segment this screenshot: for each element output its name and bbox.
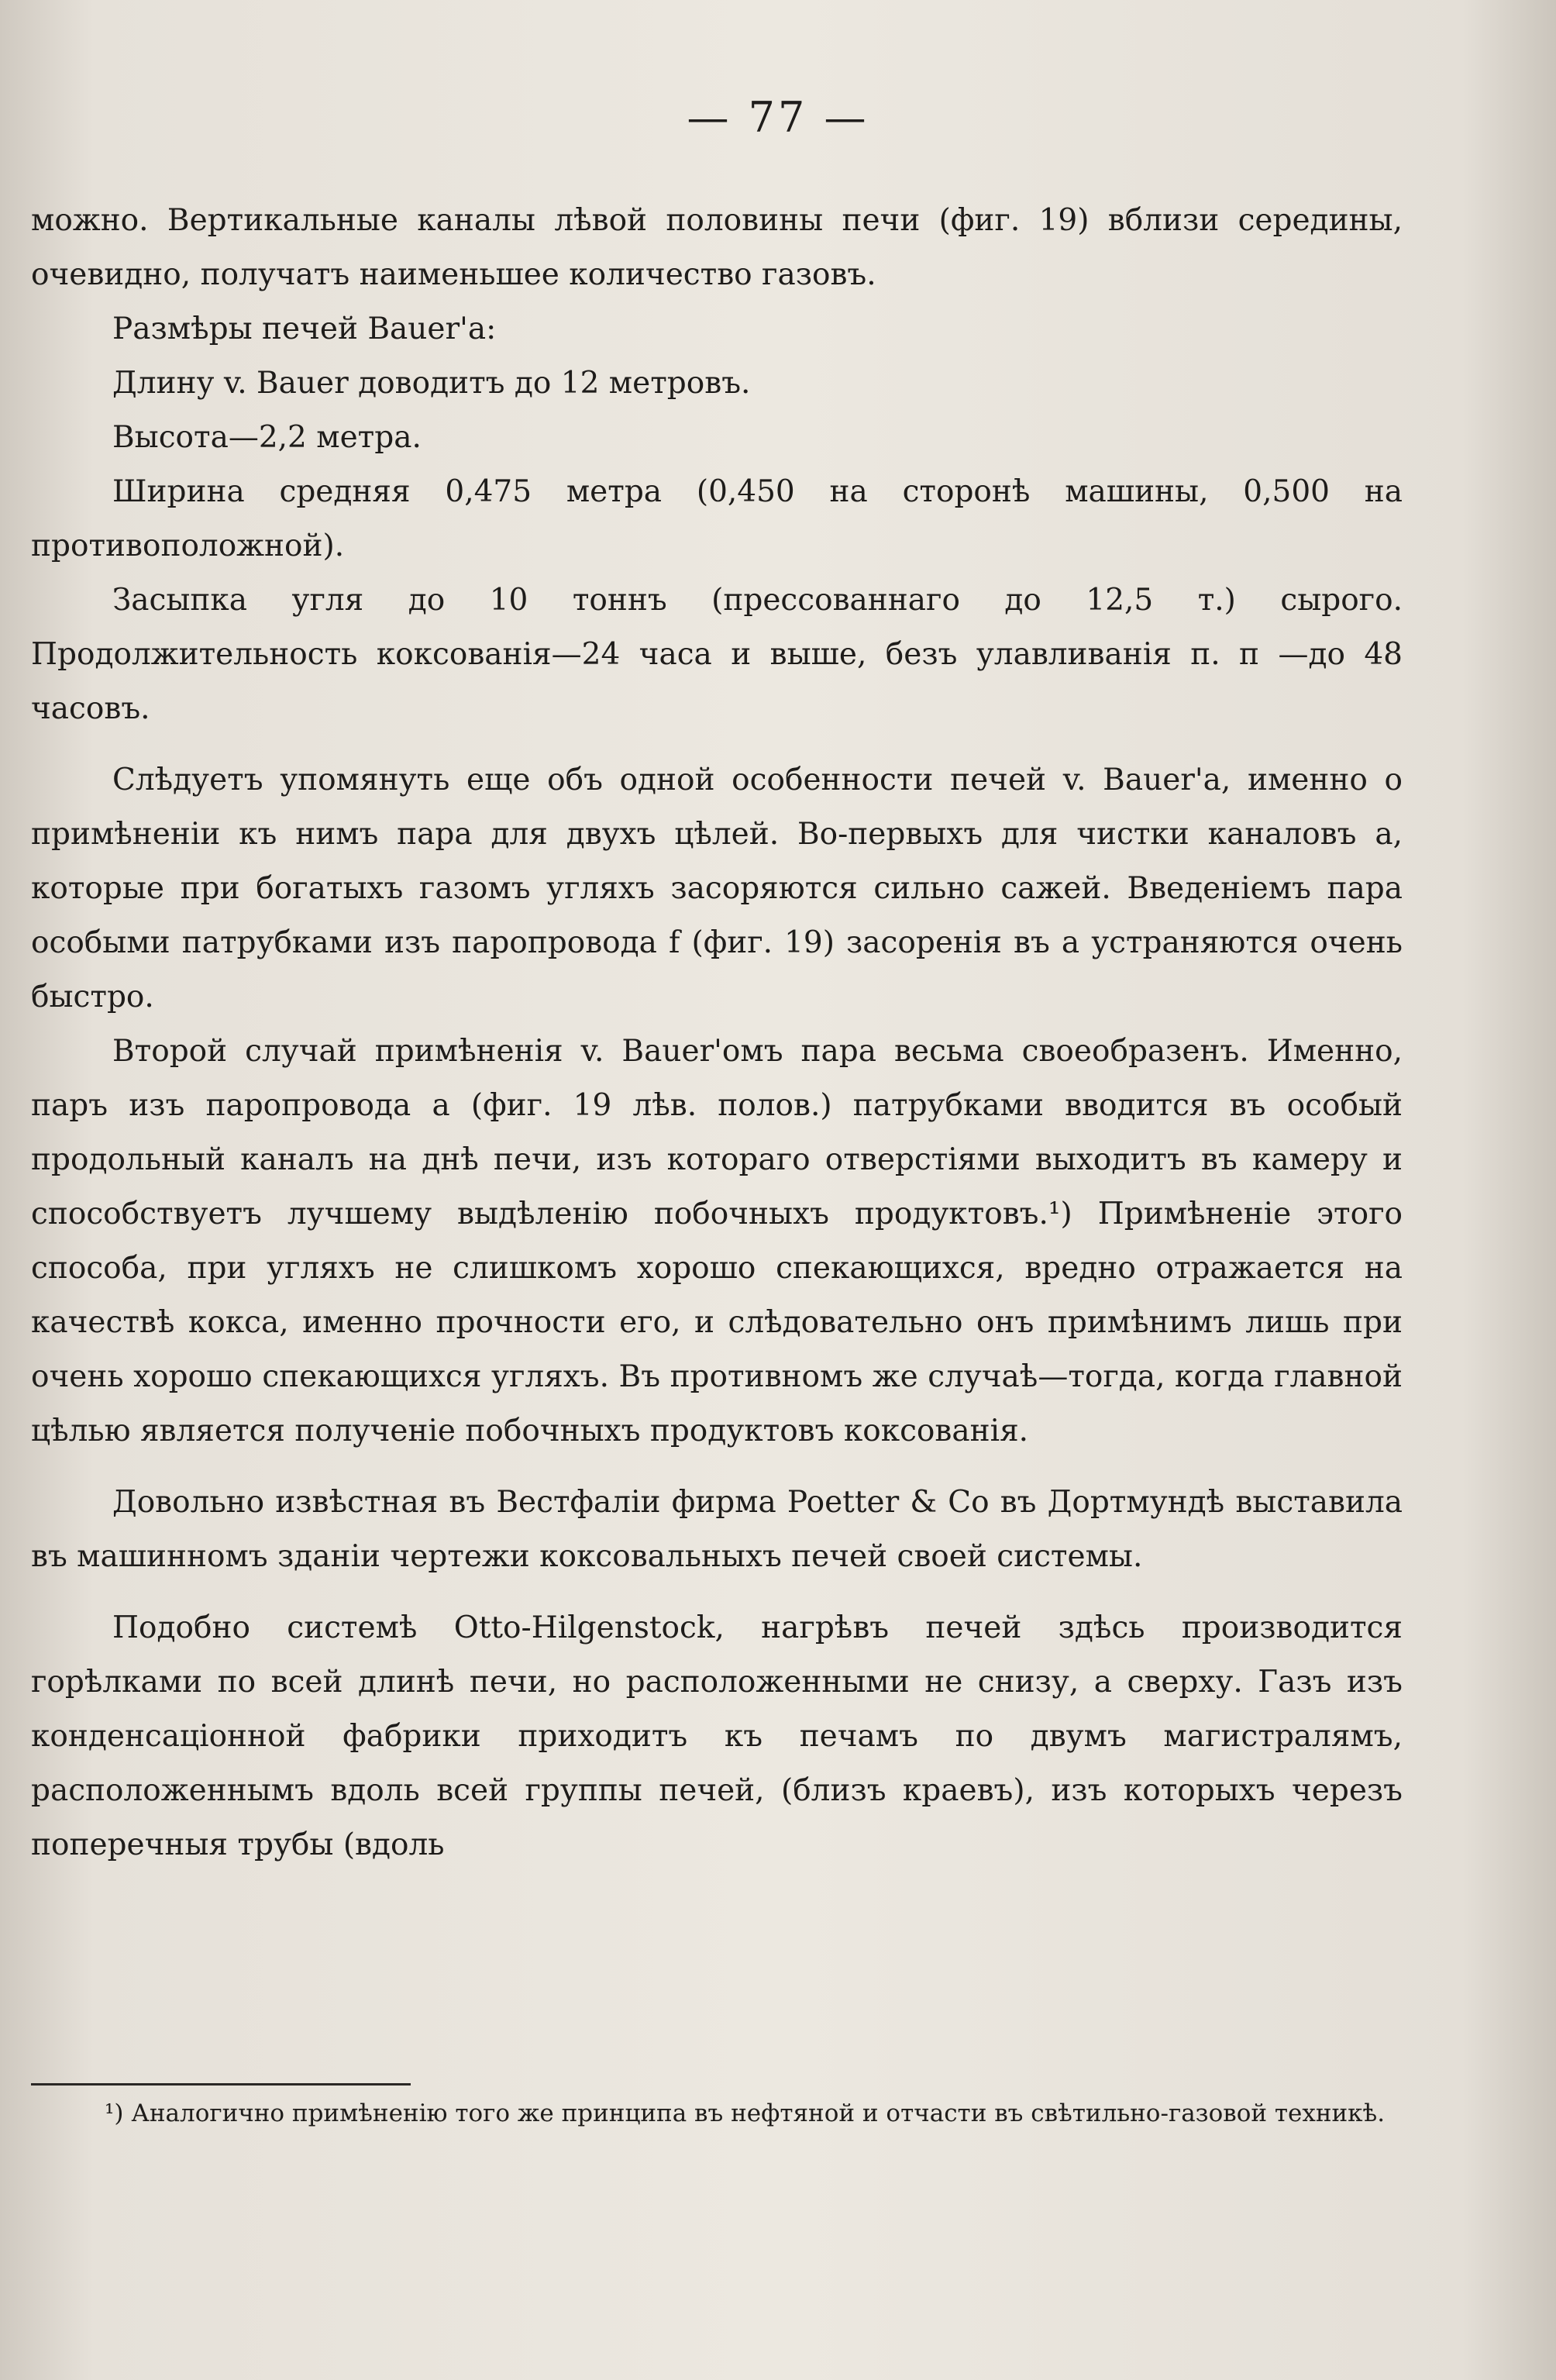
- paragraph-height: Высота—2,2 метра.: [112, 420, 422, 455]
- paragraph-otto-hilgenstock: Подобно системѣ Otto-Hilgenstock, нагрѣвъ печей здѣсь производится горѣлками по всей длинѣ печи, но расположенными не снизу, а сверху. Газъ изъ конденсаціонной фабрики приходитъ къ печамъ по двумъ магистралямъ, расположеннымъ вдоль всей группы печей, (близъ краевъ), изъ которыхъ черезъ поперечныя трубы (вдоль: [31, 1610, 1403, 1862]
- paragraph-second-steam-case: Второй случай примѣненія v. Bauer'омъ пара весьма своеобразенъ. Именно, паръ изъ паропровода a (фиг. 19 лѣв. полов.) патрубками вводится въ особый продольный каналъ на днѣ печи, изъ котораго отверстіями выходитъ въ камеру и способствуетъ лучшему выдѣленію побочныхъ продуктовъ.¹) Примѣненіе этого способа, при угляхъ не слишкомъ хорошо спекающихся, вредно отражается на качествѣ кокса, именно прочности его, и слѣдовательно онъ примѣнимъ лишь при очень хорошо спекающихся угляхъ. Въ противномъ же случаѣ—тогда, когда главной цѣлью является полученіе побочныхъ продуктовъ коксованія.: [31, 1034, 1403, 1448]
- paragraph-steam-use: Слѣдуетъ упомянуть еще объ одной особенности печей v. Bauer'а, именно о примѣненіи къ нимъ пара для двухъ цѣлей. Во-первыхъ для чистки каналовъ a, которые при богатыхъ газомъ угляхъ засоряются сильно сажей. Введеніемъ пара особыми патрубками изъ паропровода f (фиг. 19) засоренія въ a устраняются очень быстро.: [31, 763, 1403, 1014]
- footnote-divider: [31, 2083, 411, 2086]
- footnote: ¹) Аналогично примѣненію того же принципа въ нефтяной и отчасти въ свѣтильно-газовой техникѣ.: [105, 2099, 1386, 2127]
- page-number: — 77 —: [687, 93, 869, 142]
- paragraph-coal-charge: Засыпка угля до 10 тоннъ (прессованнаго до 12,5 т.) сырого. Продолжительность коксованія—24 часа и выше, безъ улавливанія п. п —до 48 часовъ.: [31, 583, 1403, 726]
- body-text: [31, 194, 1403, 1872]
- paragraph-bauer-dimensions-heading: Размѣры печей Bauer'а:: [112, 312, 497, 346]
- paragraph-length: Длину v. Bauer доводитъ до 12 метровъ.: [112, 366, 751, 401]
- paragraph-width: Ширина средняя 0,475 метра (0,450 на сторонѣ машины, 0,500 на противоположной).: [31, 474, 1403, 563]
- paragraph-poetter: Довольно извѣстная въ Вестфаліи фирма Poetter & Co въ Дортмундѣ выставила въ машинномъ зданіи чертежи коксовальныхъ печей своей системы.: [31, 1485, 1403, 1574]
- paragraph-continuation: можно. Вертикальные каналы лѣвой половины печи (фиг. 19) вблизи середины, очевидно, получатъ наименьшее количество газовъ.: [31, 203, 1403, 292]
